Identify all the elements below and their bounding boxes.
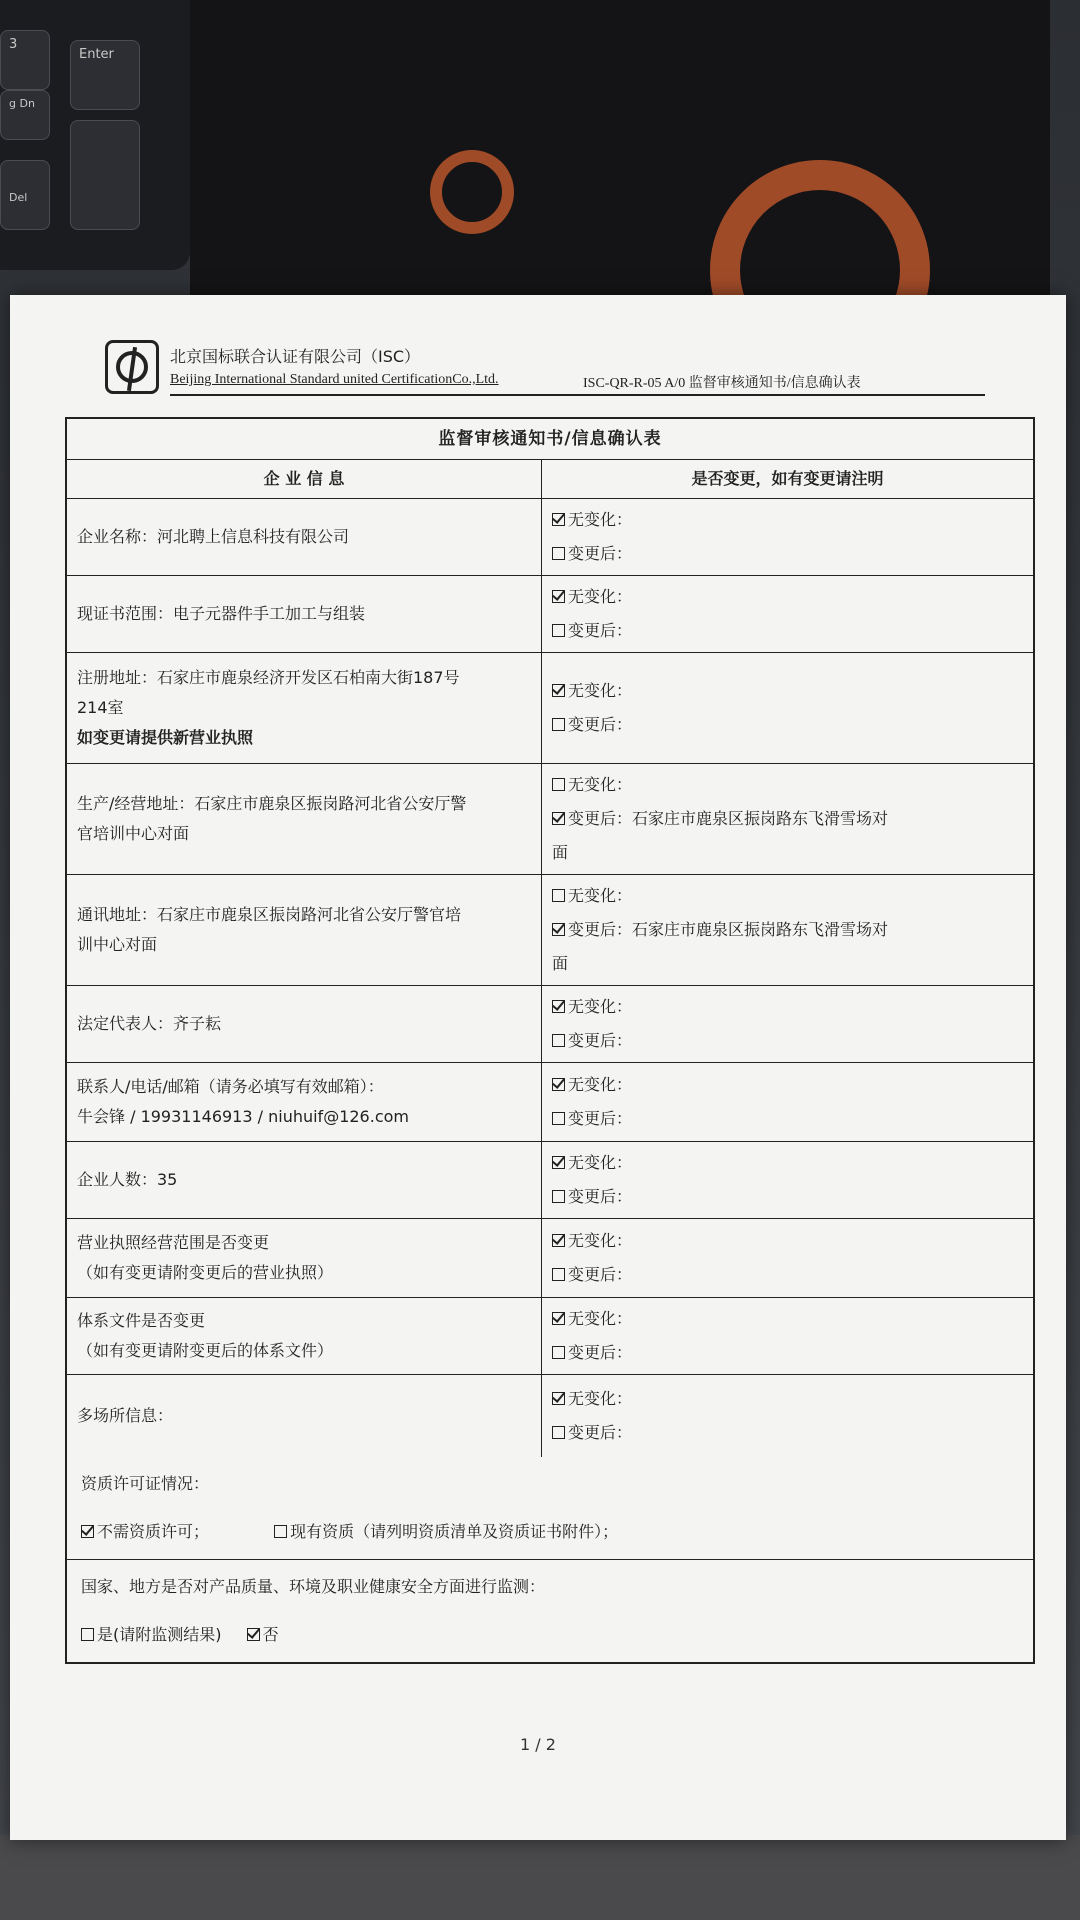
checkbox-unchecked-icon[interactable] (552, 1426, 565, 1439)
change-option (552, 1224, 1023, 1258)
option-label: 变更后： (568, 1423, 633, 1442)
checkbox-checked-icon[interactable] (552, 684, 565, 697)
changed-value-cont: 面 (552, 954, 569, 973)
form-row (67, 499, 1033, 576)
change-cell (542, 764, 1033, 874)
change-option (552, 1336, 1023, 1370)
keyboard (0, 0, 190, 270)
info-text: 现证书范围：电子元器件手工加工与组装 (77, 604, 366, 623)
info-cell (67, 1063, 542, 1141)
checkbox-checked-icon[interactable] (247, 1628, 260, 1641)
checkbox-unchecked-icon[interactable] (552, 1190, 565, 1203)
change-option (552, 879, 1023, 913)
checkbox-unchecked-icon[interactable] (274, 1525, 287, 1538)
option-label: 无变化： (568, 587, 633, 606)
info-cell (67, 986, 542, 1062)
option-label: 无变化： (568, 1231, 633, 1250)
option-label: 无变化： (568, 1309, 633, 1328)
change-option (552, 802, 1023, 836)
info-text: 如变更请提供新营业执照 (77, 728, 254, 747)
change-option (552, 1382, 1023, 1416)
change-option (552, 913, 1023, 947)
info-text: 联系人/电话/邮箱（请务必填写有效邮箱）： (77, 1077, 384, 1096)
change-cell (542, 653, 1033, 763)
keyboard-key: Enter (70, 40, 140, 110)
change-cell (542, 1219, 1033, 1297)
change-option (552, 1146, 1023, 1180)
checkbox-unchecked-icon[interactable] (552, 1112, 565, 1125)
info-text: （如有变更请附变更后的体系文件） (77, 1341, 334, 1360)
info-text: 企业人数：35 (77, 1170, 178, 1189)
change-option (552, 708, 1023, 742)
checkbox-unchecked-icon[interactable] (552, 624, 565, 637)
change-option (552, 768, 1023, 802)
form-row (67, 986, 1033, 1063)
checkbox-unchecked-icon[interactable] (552, 1346, 565, 1359)
qualification-label: 资质许可证情况： (81, 1474, 210, 1493)
option-label: 无变化： (568, 886, 633, 905)
option-label: 变更后： (568, 809, 633, 828)
checkbox-checked-icon[interactable] (552, 1234, 565, 1247)
info-cell (67, 1219, 542, 1297)
option-label: 无变化： (568, 1075, 633, 1094)
column-header-info: 企 业 信 息 (67, 460, 542, 498)
option-label: 无变化： (568, 775, 633, 794)
change-option (552, 1102, 1023, 1136)
change-option (552, 1068, 1023, 1102)
checkbox-checked-icon[interactable] (552, 923, 565, 936)
document-header (105, 340, 975, 400)
changed-value: 石家庄市鹿泉区振岗路东飞滑雪场对 (632, 809, 889, 828)
info-cell (67, 1298, 542, 1374)
keyboard-key: 3 (0, 30, 50, 90)
option-label: 变更后： (568, 1031, 633, 1050)
option-label: 无变化： (568, 1153, 633, 1172)
info-text: 牛会锋 / 19931146913 / niuhuif@126.com (77, 1107, 409, 1126)
info-text: 214室 (77, 698, 124, 717)
info-cell (67, 1142, 542, 1218)
change-cell (542, 1063, 1033, 1141)
checkbox-checked-icon[interactable] (552, 1078, 565, 1091)
change-option (552, 580, 1023, 614)
change-cell (542, 1298, 1033, 1374)
info-cell (67, 875, 542, 985)
changed-value-cont: 面 (552, 843, 569, 862)
info-text: 体系文件是否变更 (77, 1311, 206, 1330)
change-cell (542, 576, 1033, 652)
qualification-option-existing: 现有资质（请列明资质清单及资质证书附件）； (274, 1515, 618, 1549)
info-cell (67, 1375, 542, 1457)
change-cell (542, 1375, 1033, 1457)
form-row (67, 653, 1033, 764)
form-title: 监督审核通知书/信息确认表 (67, 419, 1033, 460)
checkbox-checked-icon[interactable] (81, 1525, 94, 1538)
document-page (10, 295, 1066, 1840)
checkbox-unchecked-icon[interactable] (552, 889, 565, 902)
confirmation-form (65, 417, 1035, 1664)
change-option (552, 990, 1023, 1024)
info-cell (67, 764, 542, 874)
monitoring-option-yes: 是(请附监测结果) (81, 1625, 227, 1644)
mouse-pad (190, 0, 1050, 300)
monitoring-label: 国家、地方是否对产品质量、环境及职业健康安全方面进行监测： (81, 1577, 546, 1596)
change-cell (542, 875, 1033, 985)
checkbox-unchecked-icon[interactable] (552, 1034, 565, 1047)
info-cell (67, 499, 542, 575)
form-row (67, 1375, 1033, 1457)
change-option (552, 1302, 1023, 1336)
checkbox-unchecked-icon[interactable] (81, 1628, 94, 1641)
option-label: 无变化： (568, 510, 633, 529)
checkbox-checked-icon[interactable] (552, 1000, 565, 1013)
option-label: 变更后： (568, 1343, 633, 1362)
checkbox-checked-icon[interactable] (552, 1392, 565, 1405)
option-label: 无变化： (568, 997, 633, 1016)
form-row (67, 875, 1033, 986)
company-logo-icon (105, 340, 159, 394)
info-cell (67, 653, 542, 763)
option-label: 变更后： (568, 1265, 633, 1284)
change-option (552, 537, 1023, 571)
keyboard-key: g Dn (0, 90, 50, 140)
change-option (552, 1258, 1023, 1292)
info-text: 生产/经营地址：石家庄市鹿泉区振岗路河北省公安厅警 (77, 794, 467, 813)
checkbox-checked-icon[interactable] (552, 812, 565, 825)
info-cell (67, 576, 542, 652)
change-option (552, 503, 1023, 537)
checkbox-unchecked-icon[interactable] (552, 718, 565, 731)
monitoring-option-no: 否 (247, 1625, 279, 1644)
option-label: 变更后： (568, 1109, 633, 1128)
monitoring-row (67, 1560, 1033, 1662)
form-row (67, 1219, 1033, 1298)
changed-value: 石家庄市鹿泉区振岗路东飞滑雪场对 (632, 920, 889, 939)
option-label: 变更后： (568, 621, 633, 640)
info-text: 官培训中心对面 (77, 824, 190, 843)
keyboard-key: Del (0, 160, 50, 230)
option-label: 变更后： (568, 920, 633, 939)
desk-bottom (0, 1835, 1080, 1920)
form-row (67, 764, 1033, 875)
document-number: ISC-QR-R-05 A/0 监督审核通知书/信息确认表 (583, 376, 861, 391)
form-header-row (67, 460, 1033, 499)
info-text: 通讯地址：石家庄市鹿泉区振岗路河北省公安厅警官培 (77, 905, 462, 924)
form-row (67, 576, 1033, 653)
change-option (552, 1024, 1023, 1058)
option-label: 变更后： (568, 1187, 633, 1206)
column-header-change: 是否变更，如有变更请注明 (691, 469, 884, 488)
change-cell (542, 499, 1033, 575)
checkbox-checked-icon[interactable] (552, 1156, 565, 1169)
option-label: 变更后： (568, 715, 633, 734)
option-label: 变更后： (568, 544, 633, 563)
info-text: 注册地址：石家庄市鹿泉经济开发区石柏南大街187号 (77, 668, 460, 687)
info-text: 多场所信息： (77, 1406, 174, 1425)
qualification-row (67, 1457, 1033, 1560)
page-number: 1 / 2 (520, 1735, 556, 1754)
company-name-cn: 北京国标联合认证有限公司（ISC） (170, 347, 421, 366)
option-label: 无变化： (568, 681, 633, 700)
form-row (67, 1298, 1033, 1375)
checkbox-unchecked-icon[interactable] (552, 778, 565, 791)
change-option (552, 674, 1023, 708)
qualification-option-none: 不需资质许可； (81, 1515, 209, 1549)
form-row (67, 1063, 1033, 1142)
checkbox-checked-icon[interactable] (552, 513, 565, 526)
decorative-ring (430, 150, 514, 234)
checkbox-unchecked-icon[interactable] (552, 1268, 565, 1281)
checkbox-checked-icon[interactable] (552, 1312, 565, 1325)
info-text: 训中心对面 (77, 935, 158, 954)
company-name-en: Beijing International Standard united CertificationCo.,Ltd. (170, 372, 499, 387)
change-option (552, 1416, 1023, 1450)
keyboard-key (70, 120, 140, 230)
option-label: 无变化： (568, 1389, 633, 1408)
change-option (552, 1180, 1023, 1214)
checkbox-checked-icon[interactable] (552, 590, 565, 603)
info-text: 营业执照经营范围是否变更 (77, 1233, 270, 1252)
info-text: 企业名称：河北聘上信息科技有限公司 (77, 527, 350, 546)
header-divider (170, 394, 985, 396)
checkbox-unchecked-icon[interactable] (552, 547, 565, 560)
change-option (552, 614, 1023, 648)
info-text: （如有变更请附变更后的营业执照） (77, 1263, 334, 1282)
info-text: 法定代表人：齐子耘 (77, 1014, 222, 1033)
change-cell (542, 1142, 1033, 1218)
change-cell (542, 986, 1033, 1062)
form-row (67, 1142, 1033, 1219)
